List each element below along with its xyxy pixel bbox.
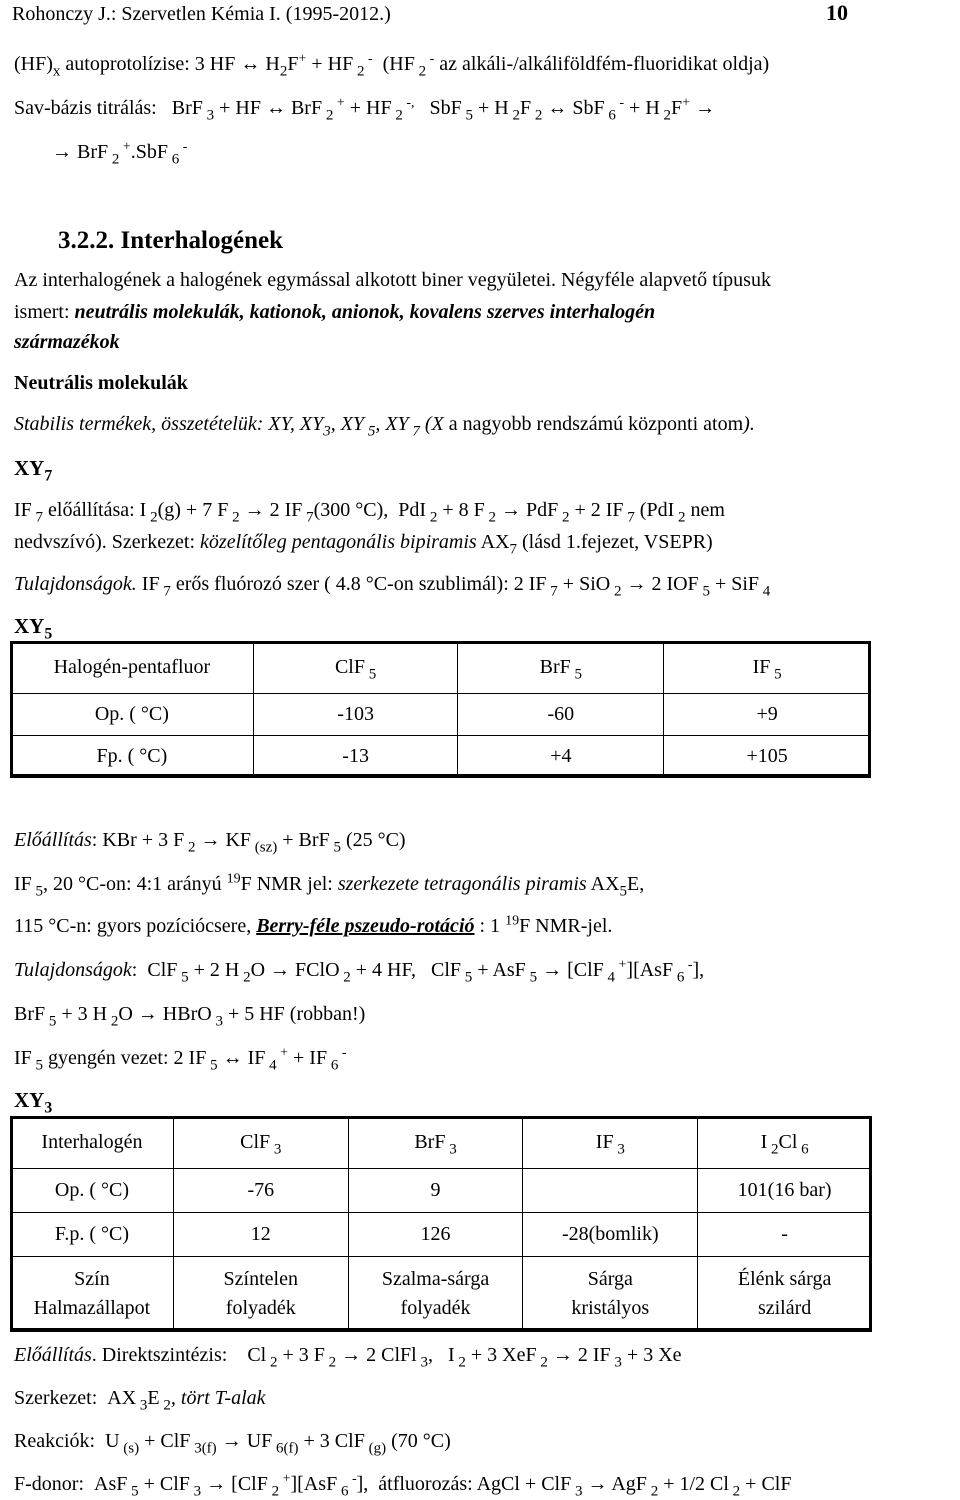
table-cell [523,1169,698,1213]
table-cell: +9 [664,694,871,736]
table-row [11,736,871,778]
berry-pseudorotation-line: 115 °C-n: gyors pozíciócsere, Berry-féle pszeudo-rotáció : 1 $^{19}$F NMR-jel. [14,913,613,937]
table-header-cell: ClF $_3$ [173,1117,348,1169]
xy5-properties-line: Tulajdonságok: ClF $_5$ + 2 H $_2$O → FClO $_2$ + 4 HF, ClF $_5$ + AsF $_5$ → [ClF $_4$ +][AsF $_6$ -], [14,957,705,986]
paragraph-line-3: származékok [14,331,120,353]
table-cell: -13 [253,736,458,778]
table-cell: Sárga kristályos [523,1257,698,1332]
xy3-preparation-line: Előállítás. Direktszintézis: Cl $_2$ + 3 F $_2$ → 2 ClFl $_3$, I $_2$ + 3 XeF $_2$ → 2 IF $_3$ + 3 Xe [14,1344,682,1371]
table-header-row [11,1117,872,1169]
titration-line: Sav-bázis titrálás: BrF $_3$ + HF ↔ BrF $_2$ + + HF $_2$ -, SbF $_5$ + H $_2$F $_2$ ↔ SbF $_6$ - + H $_2$F+ → [14,95,716,124]
table-header-cell: I $_2$Cl $_6$ [698,1117,872,1169]
fdonor-line: F-donor: AsF $_5$ + ClF $_3$ → [ClF $_2$ +][AsF $_6$ -], átfluorozás: AgCl + ClF $_3$ → AgF $_2$ + 1/2 Cl $_2$ + ClF [14,1471,792,1500]
table-header-cell: IF $_3$ [523,1117,698,1169]
table-header-row [11,642,871,694]
xy3-structure-line: Szerkezet: AX $_3$E $_2$, tört T-alak [14,1387,266,1414]
table-row [11,694,871,736]
table-header-cell: Halogén-pentafluor [11,642,254,694]
table-cell: -60 [458,694,664,736]
table-cell: -103 [253,694,458,736]
table-cell: Szín Halmazállapot [11,1257,174,1332]
table-row [11,1169,872,1213]
table-cell: 101(16 bar) [698,1169,872,1213]
hf-autoprotolysis-line: $(HF)_x$ autoprotolízise: 3 HF ↔ $H_2F^+$ + HF $_2$ - (HF $_2$ - az alkáli-/alkáliföldfém-fluoridikat oldja) [14,51,770,80]
page-number: 10 [826,0,848,25]
table-cell: Op. ( °C) [11,694,254,736]
table-header-cell: Interhalogén [11,1117,174,1169]
xy5-table [10,641,871,778]
table-row [11,1213,872,1257]
table-header-cell: ClF $_5$ [253,642,458,694]
table-cell: -76 [173,1169,348,1213]
table-cell: Színtelen folyadék [173,1257,348,1332]
if5-nmr-line: IF $_5$, 20 °C-on: 4:1 arányú $^{19}$F NMR jel: szerkezete tetragonális piramis $AX_5E$, [14,871,645,900]
table-cell: Op. ( °C) [11,1169,174,1213]
if5-conduction-line: IF $_5$ gyengén vezet: 2 IF $_5$ ↔ IF $_4$ + + IF $_6$ - [14,1045,347,1074]
table-header-cell: BrF $_3$ [348,1117,523,1169]
table-row [11,1257,872,1332]
table-cell: +105 [664,736,871,778]
table-cell: -28(bomlik) [523,1213,698,1257]
table-cell: Szalma-sárga folyadék [348,1257,523,1332]
section-heading: 3.2.2. Interhalogének [58,227,283,254]
xy3-reactions-line: Reakciók: U $_{(s)}$ + ClF $_{3(f)}$ → UF $_{6(f)}$ + 3 ClF $_{(g)}$ (70 °C) [14,1430,451,1457]
subheading-xy3: $XY_3$ [14,1088,53,1117]
paragraph-line-1: Az interhalogének a halogének egymással alkotott biner vegyületei. Négyféle alapvető típusuk [14,269,771,291]
table-cell: F.p. ( °C) [11,1213,174,1257]
subheading-xy7: $XY_7$ [14,456,53,485]
table-cell: Fp. ( °C) [11,736,254,778]
if7-properties-line: Tulajdonságok. IF $_7$ erős fluórozó szer ( 4.8 °C-on szublimál): 2 IF $_7$ + SiO $_2$ → 2 IOF $_5$ + SiF $_4$ [14,573,771,600]
stable-products-line: Stabilis termékek, összetételük: XY, $XY_3$, XY $_5$, XY $_7$ (X a nagyobb rendszámú központi atom). [14,413,755,440]
table-header-cell: IF $_5$ [664,642,871,694]
titration-continuation: → BrF $_2$ +.SbF $_6$ - [52,139,188,168]
table-cell: - [698,1213,872,1257]
table-header-cell: BrF $_5$ [458,642,664,694]
if7-preparation-line: IF $_7$ előállítása: I $_2$(g) + 7 F $_2$ → 2 IF $_7$(300 °C), PdI $_2$ + 8 F $_2$ → PdF $_2$ + 2 IF $_7$ (PdI $_2$ nem [14,499,725,526]
subheading-xy5: $XY_5$ [14,614,53,643]
table-cell: +4 [458,736,664,778]
table-cell: 126 [348,1213,523,1257]
subheading-neutral: Neutrális molekulák [14,372,188,394]
paragraph-line-2: ismert: neutrális molekulák, kationok, anionok, kovalens szerves interhalogén [14,301,656,323]
table-cell: 12 [173,1213,348,1257]
running-header: Rohonczy J.: Szervetlen Kémia I. (1995-2012.) [12,3,391,25]
xy3-table [10,1116,872,1332]
if7-structure-line: nedvszívó). Szerkezet: közelítőleg pentagonális bipiramis $AX_7$ (lásd 1.fejezet, VSEPR) [14,531,713,558]
table-cell: Élénk sárga szilárd [698,1257,872,1332]
brf5-hydrolysis-line: BrF $_5$ + 3 H $_2$O → HBrO $_3$ + 5 HF (robban!) [14,1003,366,1030]
table-cell: 9 [348,1169,523,1213]
xy5-preparation-line: Előállítás: KBr + 3 F $_2$ → KF $_{(sz)}$ + BrF $_5$ (25 °C) [14,829,406,856]
